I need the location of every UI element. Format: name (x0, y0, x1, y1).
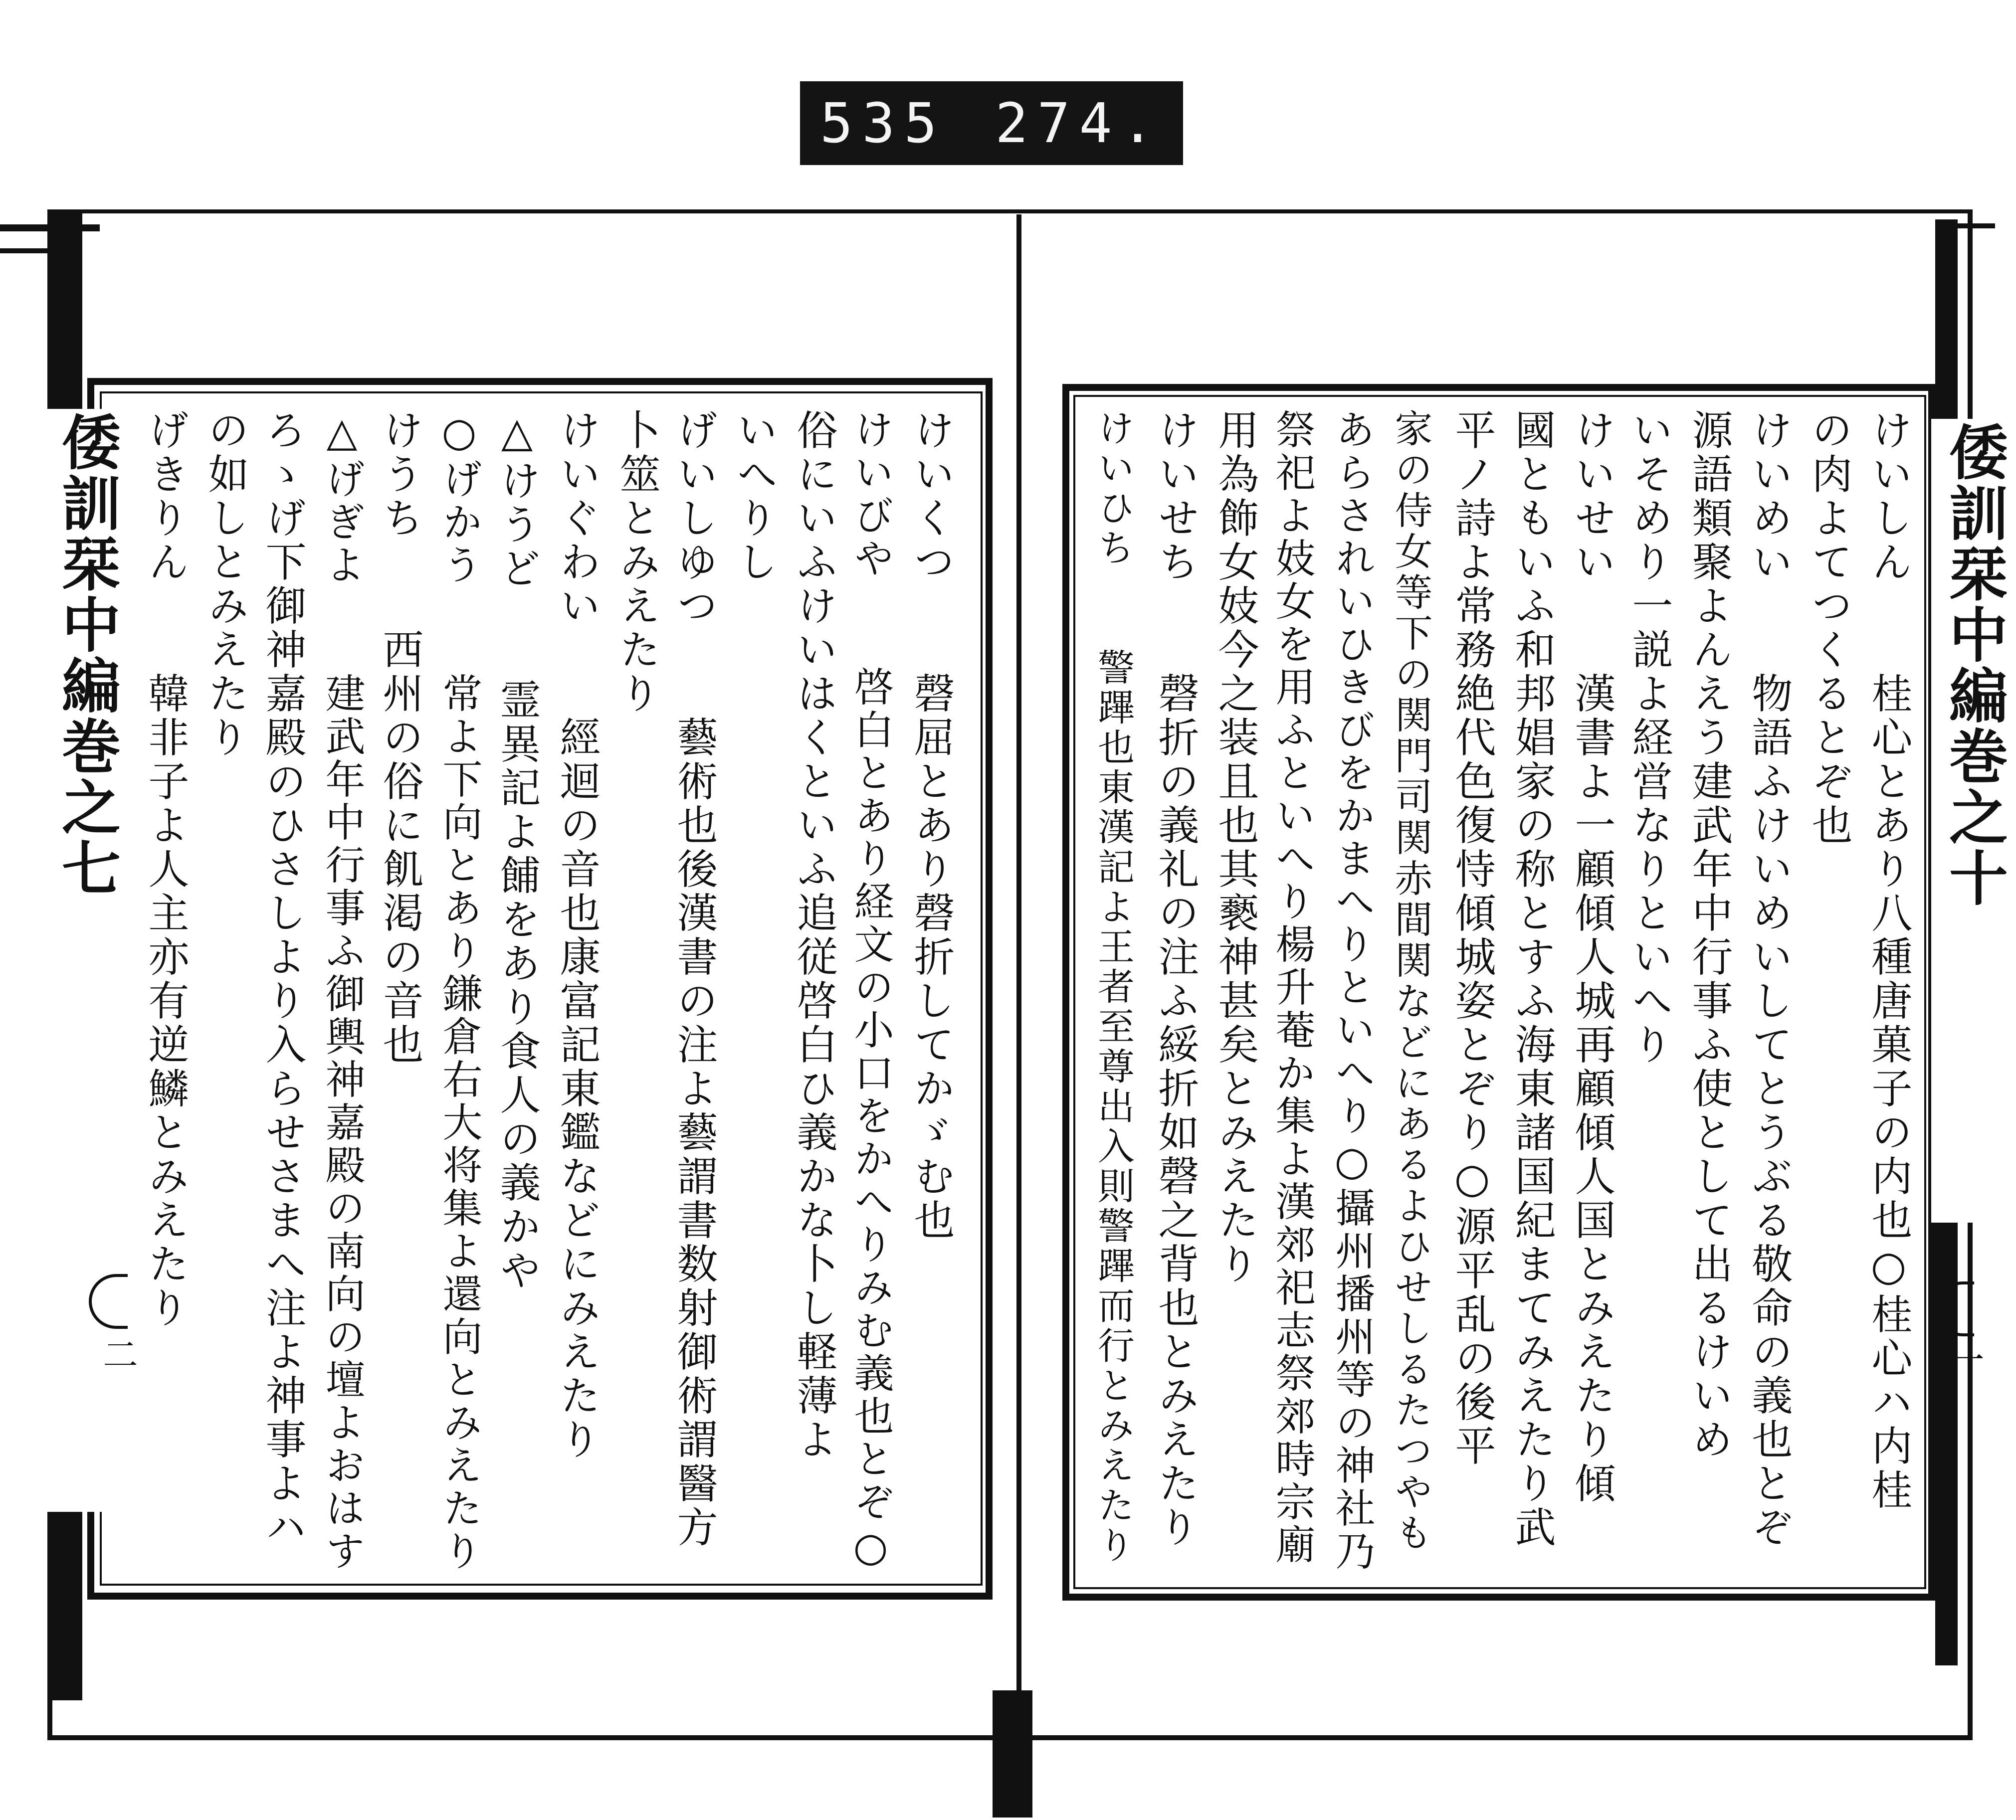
right-spine-title: 倭訓栞中編巻之十 (1931, 419, 2016, 1223)
text-column: けうち 西州の俗に飢渇の音也 (376, 409, 423, 1067)
text-column: の如しとみえたり (202, 409, 249, 760)
text-column: いそめり一説よ経営なりといへり (1625, 409, 1673, 1067)
text-column: けいめい 物語ふけいめいしてとうぶる敬命の義也とぞ (1745, 409, 1793, 1550)
catalog-number-right: 274. (995, 91, 1163, 155)
text-column: △げぎよ 建武年中行事ふ御輿神嘉殿の南向の壇よおはす (319, 409, 365, 1573)
text-column: げいしゆつ 藝術也後漢書の注よ藝謂書数射御術謂醫方 (670, 409, 718, 1550)
left-spine-title: 倭訓栞中編巻之七 (44, 409, 129, 1512)
catalog-label (800, 81, 1183, 165)
text-column: けいぐわい 經迴の音也康富記東鑑などにみえたり (553, 409, 601, 1462)
text-column: けいせい 漢書よ一顧傾人城再顧傾人国とみえたり傾 (1568, 409, 1615, 1506)
text-column: けいくつ 磬屈とあり磬折してかゞむ也 (907, 409, 955, 1243)
text-column: ○げかう 常よ下向とあり鎌倉右大将集よ還向とみえたり (436, 409, 482, 1573)
book-gutter (1016, 214, 1021, 1700)
text-column: の肉よてつくるとぞ也 (1805, 409, 1852, 848)
text-column: 平ノ詩よ常務絶代色復恃傾城姿とぞり○源平乱の後平 (1448, 409, 1496, 1468)
text-column: けいひち 警蹕也東漢記よ王者至尊出入則警蹕而行とみえたり (1092, 409, 1135, 1566)
text-column: 家の侍女等下の関門司関赤間関などにあるよひせしるたつやも (1389, 409, 1433, 1554)
text-column: 卜筮とみえたり (613, 409, 660, 716)
left-page-number: 二 (97, 1336, 138, 1371)
text-column: 源語類聚よんえう建武年中行事ふ使として出るけいめ (1685, 409, 1733, 1462)
right-page-number: 一 (1944, 1341, 1985, 1376)
catalog-number-left: 535 (820, 91, 946, 155)
text-column: けいしん 桂心とあり八種唐菓子の内也○桂心ハ内桂 (1865, 409, 1912, 1512)
text-column: 用為飾女妓今之装且也其褻神甚矣とみえたり (1211, 409, 1259, 1286)
text-column: けいびや 啓白とあり経文の小口をかへりみむ義也とぞ○ (847, 409, 894, 1573)
text-column: 俗にいふけいはくといふ追従啓白ひ義かな卜し軽薄よ (790, 409, 837, 1462)
text-column: △けうど 霊異記よ餔をあり食人の義かや (493, 409, 541, 1293)
text-column: あらされいひきびをかまへりといへり○攝州播州等の神社乃 (1329, 409, 1375, 1573)
right-page-inner-frame (1073, 395, 1926, 1589)
gutter-binding (993, 1690, 1032, 1818)
text-column: けいせち 磬折の義礼の注ふ綏折如磬之背也とみえたり (1152, 409, 1199, 1550)
text-column: げきりん 韓非子よ人主亦有逆鱗とみえたり (142, 409, 189, 1330)
text-column: いへりし (730, 409, 778, 584)
text-column: 祭祀よ妓女を用ふといへり楊升菴か集よ漢郊祀志祭郊時宗廟 (1269, 409, 1315, 1567)
text-column: ろゝげ下御神嘉殿のひさしより入らせさまへ注よ神事よハ (259, 409, 306, 1550)
text-column: 國ともいふ和邦娼家の称とすふ海東諸国紀まてみえたり武 (1508, 409, 1556, 1550)
